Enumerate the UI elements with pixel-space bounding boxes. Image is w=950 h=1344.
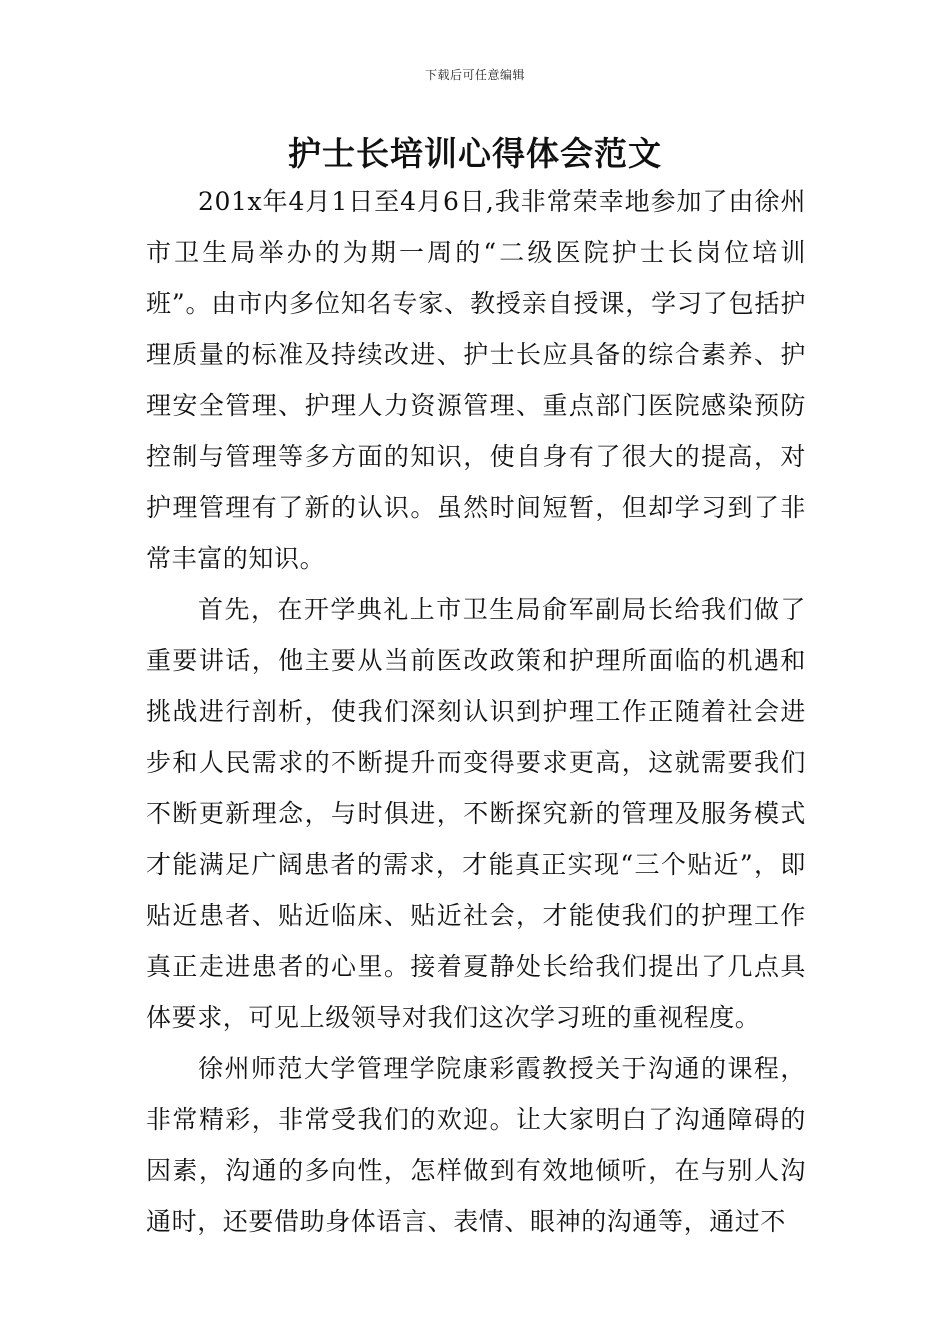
header-note: 下载后可任意编辑: [424, 68, 525, 82]
document-title: 护士长培训心得体会范文: [288, 134, 662, 173]
document-body: [146, 176, 806, 1247]
paragraph-2: 首先，在开学典礼上市卫生局俞军副局长给我们做了重要讲话，他主要从当前医改政策和护理所面临的机遇和挑战进行剖析，使我们深刻认识到护理工作正随着社会进步和人民需求的不断提升而变得要求更高，这就需要我们不断更新理念，与时俱进，不断探究新的管理及服务模式才能满足广阔患者的需求，才能真正实现“三个贴近”，即贴近患者、贴近临床、贴近社会，才能使我们的护理工作真正走进患者的心里。接着夏静处长给我们提出了几点具体要求，可见上级领导对我们这次学习班的重视程度。: [146, 595, 806, 1032]
paragraph-1: 201x年4月1日至4月6日,我非常荣幸地参加了由徐州市卫生局举办的为期一周的“二级医院护士长岗位培训班”。由市内多位知名专家、教授亲自授课，学习了包括护理质量的标准及持续改进、护士长应具备的综合素养、护理安全管理、护理人力资源管理、重点部门医院感染预防控制与管理等多方面的知识，使自身有了很大的提高，对护理管理有了新的认识。虽然时间短暂，但却学习到了非常丰富的知识。: [146, 187, 806, 573]
paragraph-3: 徐州师范大学管理学院康彩霞教授关于沟通的课程，非常精彩，非常受我们的欢迎。让大家明白了沟通障碍的因素，沟通的多向性，怎样做到有效地倾听，在与别人沟通时，还要借助身体语言、表情、眼神的沟通等，通过不: [146, 1054, 806, 1236]
